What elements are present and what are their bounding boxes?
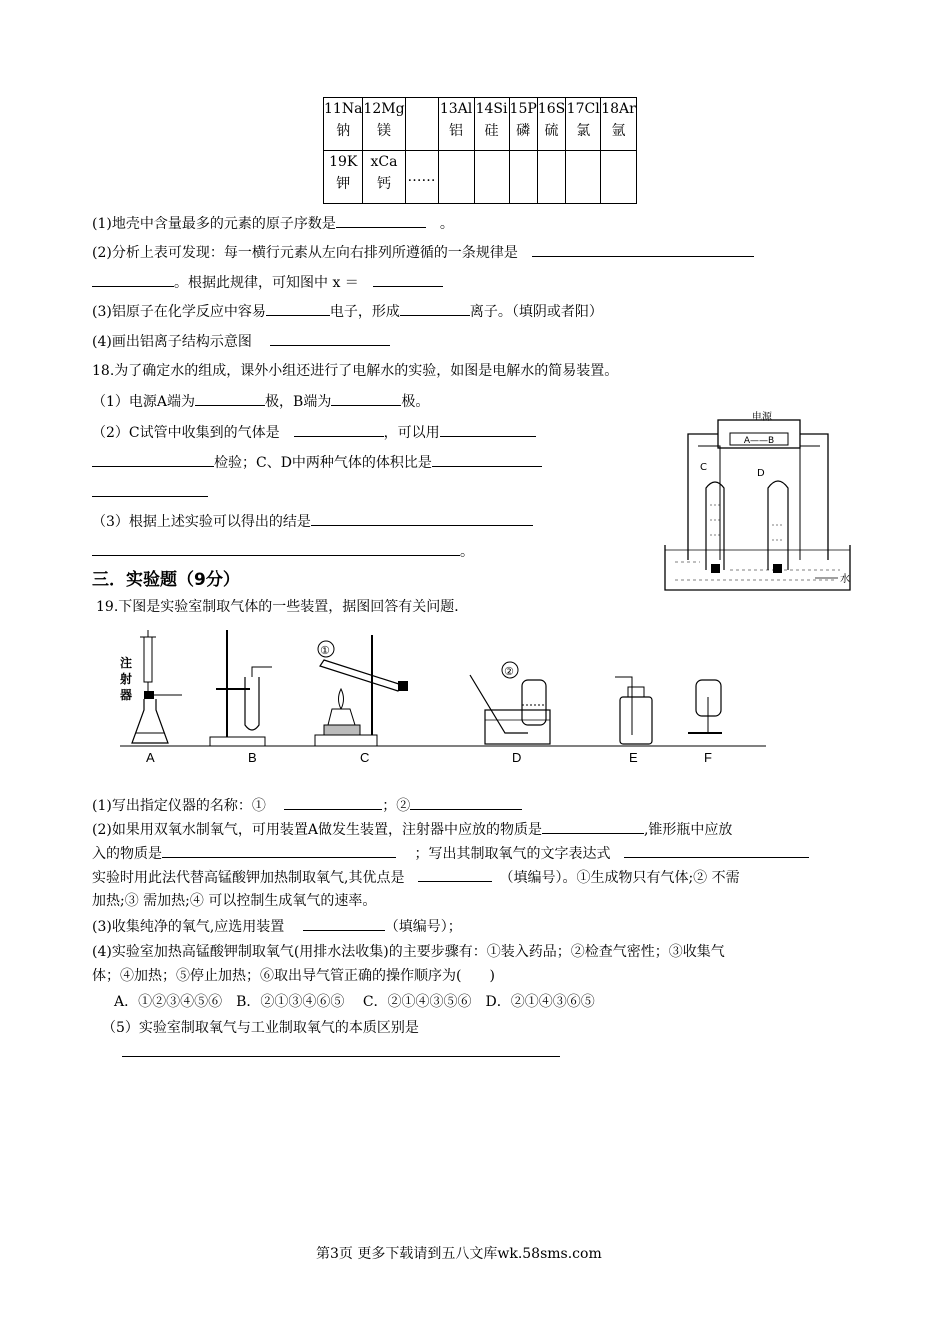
answer-blank[interactable]	[266, 301, 330, 316]
q19-part5-line	[122, 1042, 560, 1063]
answer-blank[interactable]	[195, 391, 265, 406]
answer-blank[interactable]	[294, 422, 384, 437]
answer-blank[interactable]	[410, 795, 522, 810]
element-cell: 12Mg 镁	[363, 98, 405, 151]
electrode	[711, 564, 720, 573]
element-cell: 13Al 铝	[438, 98, 474, 151]
q17-p2b-text: 。根据此规律，可知图中 x ＝	[174, 275, 359, 291]
q17-part2b	[92, 272, 443, 293]
stopper	[398, 681, 408, 691]
q17-p3a: (3)铝原子在化学反应中容易	[92, 304, 266, 320]
q19-part2b	[92, 843, 809, 864]
tube-d	[768, 481, 788, 570]
ab-label: A——B	[743, 436, 775, 446]
syringe-char: 射	[120, 672, 133, 686]
element-cell: 18Ar 氩	[601, 98, 637, 151]
answer-blank[interactable]	[92, 452, 214, 467]
label-a: A	[146, 750, 155, 765]
answer-blank[interactable]	[303, 916, 385, 931]
stand-base	[210, 737, 265, 746]
q19-p2a: (2)如果用双氧水制氧气，可用装置A做发生装置，注射器中应放的物质是	[92, 822, 542, 838]
answer-blank[interactable]	[542, 819, 644, 834]
label-f: F	[704, 750, 712, 765]
electrolysis-figure	[660, 410, 860, 610]
test-tube	[245, 677, 259, 730]
q19-part4b: 体；④加热；⑤停止加热；⑥取出导气管正确的操作顺序为( )	[92, 968, 495, 984]
answer-blank[interactable]	[122, 1042, 560, 1057]
label-c: C	[360, 750, 370, 765]
q18-part2b	[92, 452, 542, 473]
q18-part3	[92, 511, 533, 532]
wire	[698, 446, 820, 560]
q18-p2c: 检验；C、D中两种气体的体积比是	[214, 455, 432, 471]
element-cell: 17Cl 氯	[566, 98, 601, 151]
marker-1: ①	[320, 644, 330, 657]
q18-part2c	[92, 482, 208, 503]
q19-title: 19.下图是实验室制取气体的一些装置，据图回答有关问题．	[96, 599, 469, 615]
element-cell: 19K 钾	[324, 151, 363, 204]
syringe	[144, 637, 152, 682]
element-cell: xCa 钙	[363, 151, 405, 204]
gas-bottle	[620, 697, 652, 744]
q17-part4	[92, 331, 390, 352]
q18-part2	[92, 422, 536, 443]
q17-p1-end: 。	[439, 216, 454, 232]
q17-p3b: 电子，形成	[329, 304, 400, 320]
marker-2: ②	[504, 665, 514, 678]
q19-p1a: (1)写出指定仪器的名称：①	[92, 798, 266, 814]
d-label: D	[757, 468, 765, 479]
q17-p2-text: (2)分析上表可发现：每一横行元素从左向右排列所遵循的一条规律是	[92, 245, 518, 261]
answer-blank[interactable]	[400, 301, 470, 316]
answer-blank[interactable]	[92, 272, 174, 287]
q19-part2c	[92, 867, 740, 888]
element-cell: 15P 磷	[509, 98, 537, 151]
answer-blank[interactable]	[92, 482, 208, 497]
power-label: 电源	[752, 412, 772, 423]
c-label: C	[700, 462, 707, 473]
answer-blank[interactable]	[624, 843, 809, 858]
q18-part1	[92, 391, 429, 412]
q19-p2c: 入的物质是	[92, 846, 162, 862]
answer-blank[interactable]	[162, 843, 396, 858]
answer-blank[interactable]	[311, 511, 533, 526]
delivery-tube	[615, 677, 632, 735]
q19-p3b: （填编号）；	[384, 919, 462, 935]
q18-part3b	[92, 541, 474, 562]
q19-part2d: 加热;③ 需加热;④ 可以控制生成氧气的速率。	[92, 893, 377, 909]
q19-part4: (4)实验室加热高锰酸钾制取氧气(用排水法收集)的主要步骤有：①装入药品；②检查气密性；③收集气	[92, 944, 725, 960]
delivery-tube	[470, 675, 528, 733]
syringe-char: 注	[120, 656, 133, 670]
element-cell	[509, 151, 537, 204]
q19-part5: （5）实验室制取氧气与工业制取氧气的本质区别是	[102, 1020, 419, 1036]
q17-p4-text: (4)画出铝离子结构示意图	[92, 334, 252, 350]
q17-part3	[92, 301, 603, 322]
stand-base	[315, 735, 377, 746]
label-d: D	[512, 750, 522, 765]
q17-part1	[92, 213, 454, 234]
q19-p2e: 实验时用此法代替高锰酸钾加热制取氧气,其优点是	[92, 870, 405, 886]
element-cell	[537, 151, 565, 204]
test-tube-angled	[320, 660, 402, 691]
water-label: 水	[840, 574, 850, 585]
periodic-table	[323, 97, 637, 204]
element-cell	[405, 98, 438, 151]
answer-blank[interactable]	[432, 452, 542, 467]
gas-bottle	[522, 680, 546, 725]
q18-p1c: 极。	[401, 394, 430, 410]
answer-blank[interactable]	[373, 272, 443, 287]
element-cell: 14Si 硅	[474, 98, 509, 151]
alcohol-lamp	[328, 709, 355, 725]
q18-title: 18.为了确定水的组成，课外小组还进行了电解水的实验，如图是电解水的简易装置。	[92, 363, 619, 379]
answer-blank[interactable]	[331, 391, 401, 406]
q17-p1-text: (1)地壳中含量最多的元素的原子序数是	[92, 216, 336, 232]
element-cell	[566, 151, 601, 204]
answer-blank[interactable]	[440, 422, 536, 437]
section-title: 三．实验题（9分）	[92, 570, 240, 590]
answer-blank[interactable]	[270, 331, 390, 346]
flame	[339, 689, 344, 709]
q18-p3: （3）根据上述实验可以得出的结是	[92, 514, 311, 530]
tube-c	[706, 482, 724, 570]
element-cell	[601, 151, 637, 204]
q18-p3-end: 。	[460, 544, 474, 560]
wire	[688, 434, 828, 560]
block	[324, 725, 360, 735]
label-b: B	[248, 750, 257, 765]
q18-p1a: （1）电源A端为	[92, 394, 196, 410]
page-footer: 第3页 更多下载请到五八文库wk.58sms.com	[316, 1246, 602, 1262]
q19-p2d: ；写出其制取氧气的文字表达式	[414, 846, 611, 862]
q19-p2b: ,锥形瓶中应放	[643, 822, 733, 838]
table-row	[324, 98, 637, 151]
q18-p2b: ，可以用	[383, 425, 440, 441]
answer-blank[interactable]	[336, 213, 426, 228]
answer-blank[interactable]	[418, 867, 492, 882]
q19-p3a: (3)收集纯净的氧气,应选用装置	[92, 919, 285, 935]
q19-part3	[92, 916, 462, 937]
q17-part2	[92, 242, 754, 263]
q19-part2	[92, 819, 732, 840]
electrode	[773, 564, 782, 573]
syringe-char: 器	[120, 688, 133, 702]
element-cell	[474, 151, 509, 204]
answer-blank[interactable]	[284, 795, 382, 810]
q17-p3c: 离子。（填阴或者阳）	[469, 304, 603, 320]
delivery-tube	[252, 667, 272, 677]
q18-p1b: 极，B端为	[265, 394, 332, 410]
q19-part1	[92, 795, 522, 816]
q19-p1b: ；②	[382, 798, 411, 814]
answer-blank[interactable]	[532, 242, 754, 257]
label-e: E	[629, 750, 638, 765]
element-cell: ……	[405, 151, 438, 204]
table-row	[324, 151, 637, 204]
element-cell	[438, 151, 474, 204]
q19-options[interactable]: A．①②③④⑤⑥ B．②①③④⑥⑤ C．②①④③⑤⑥ D．②①④③⑥⑤	[114, 994, 595, 1010]
water-trough	[665, 545, 850, 590]
q18-p2a: （2）C试管中收集到的气体是	[92, 425, 280, 441]
q19-p2f: （填编号）。①生成物只有气体;② 不需	[506, 870, 740, 886]
apparatus-figure	[110, 625, 770, 770]
answer-blank[interactable]	[92, 541, 460, 556]
conical-flask	[132, 699, 168, 743]
element-cell: 11Na 钠	[324, 98, 363, 151]
element-cell: 16S 硫	[537, 98, 565, 151]
bottle-neck	[628, 687, 644, 697]
